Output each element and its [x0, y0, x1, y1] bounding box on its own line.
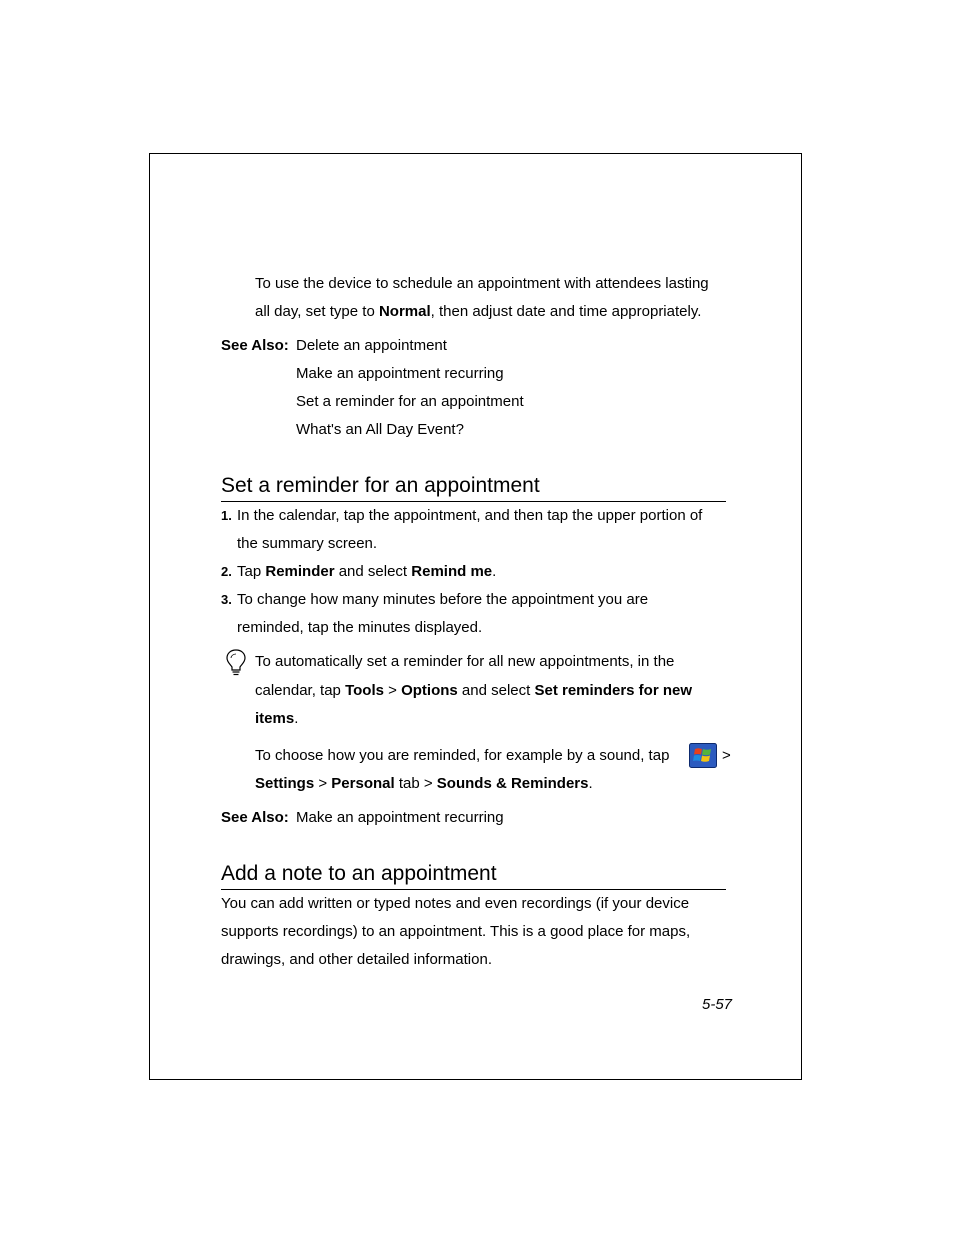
see-also-link[interactable]: Set a reminder for an appointment — [296, 393, 524, 410]
see-also-link[interactable]: Delete an appointment — [296, 337, 447, 354]
step-text: To change how many minutes before the appointment you are — [237, 591, 649, 608]
body-text: drawings, and other detailed information. — [221, 951, 492, 968]
step-text: reminded, tap the minutes displayed. — [237, 619, 483, 636]
section-heading: Set a reminder for an appointment — [221, 473, 726, 502]
step-number: 2. — [221, 564, 232, 579]
step-text: the summary screen. — [237, 535, 378, 552]
step-number: 1. — [221, 508, 232, 523]
tip-text: calendar, tap Tools > Options and select Set reminders for new — [255, 682, 693, 699]
see-also-link[interactable]: Make an appointment recurring — [296, 365, 504, 382]
tip-text: items. — [255, 710, 299, 727]
see-also-link[interactable]: What's an All Day Event? — [296, 421, 464, 438]
body-text: You can add written or typed notes and even recordings (if your device — [221, 895, 690, 912]
windows-start-icon — [689, 743, 717, 768]
see-also-label: See Also: — [221, 809, 289, 826]
tip-text: To choose how you are reminded, for example by a sound, tap — [255, 747, 670, 764]
intro-line-1: To use the device to schedule an appointment with attendees lasting — [255, 275, 709, 292]
section-heading: Add a note to an appointment — [221, 861, 726, 890]
see-also-link[interactable]: Make an appointment recurring — [296, 809, 504, 826]
page-number: 5-57 — [702, 996, 733, 1013]
tip-text: To automatically set a reminder for all new appointments, in the — [255, 653, 675, 670]
step-text: Tap Reminder and select Remind me. — [237, 563, 497, 580]
tip-text: > — [722, 747, 731, 764]
body-text: supports recordings) to an appointment. This is a good place for maps, — [221, 923, 691, 940]
step-number: 3. — [221, 592, 232, 607]
step-text: In the calendar, tap the appointment, and then tap the upper portion of — [237, 507, 703, 524]
see-also-label: See Also: — [221, 337, 289, 354]
lightbulb-icon — [224, 648, 248, 678]
intro-line-2: all day, set type to Normal, then adjust date and time appropriately. — [255, 303, 702, 320]
tip-text: Settings > Personal tab > Sounds & Reminders. — [255, 775, 593, 792]
